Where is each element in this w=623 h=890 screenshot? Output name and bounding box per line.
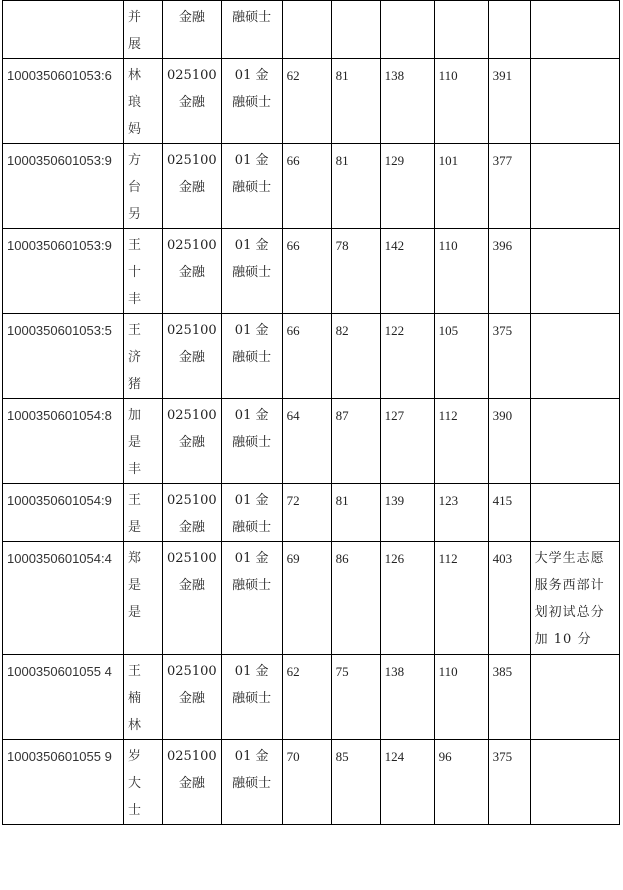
major-line: 025100 — [167, 68, 217, 83]
cell-name — [124, 399, 163, 484]
direction-line: 融硕士 — [232, 95, 272, 110]
name-char: 士 — [128, 803, 142, 818]
cell-name — [124, 144, 163, 229]
cell-subject-score: 129 — [380, 144, 434, 229]
table-row — [3, 484, 620, 542]
table-row — [3, 229, 620, 314]
major-line: 025100 — [167, 749, 217, 764]
direction-line: 融硕士 — [232, 578, 272, 593]
cell-note — [530, 740, 619, 825]
cell-subject-score: 101 — [434, 144, 488, 229]
name-char: 丰 — [128, 462, 142, 477]
cell-name — [124, 655, 163, 740]
cell-note — [530, 229, 619, 314]
direction-line: 融硕士 — [232, 350, 272, 365]
cell-name — [124, 314, 163, 399]
major-line: 金融 — [178, 776, 205, 791]
cell-subject-score: 139 — [380, 484, 434, 542]
cell-exam-number: 1000350601055 4 — [3, 655, 124, 740]
direction-line: 01 金 — [234, 323, 269, 338]
cell-direction — [221, 229, 282, 314]
cell-note: 大学生志愿服务西部计划初试总分加 10 分 — [530, 542, 619, 655]
cell-subject-score: 142 — [380, 229, 434, 314]
cell-major — [163, 542, 222, 655]
table-row — [3, 59, 620, 144]
cell-exam-number: 1000350601054:8 — [3, 399, 124, 484]
name-char: 加 — [128, 408, 142, 423]
cell-subject-score: 126 — [380, 542, 434, 655]
name-char: 郑 — [128, 551, 142, 566]
cell-subject-score: 87 — [331, 399, 380, 484]
name-char: 林 — [128, 68, 142, 83]
cell-subject-score — [282, 1, 331, 59]
cell-total-score: 377 — [488, 144, 530, 229]
cell-subject-score: 112 — [434, 542, 488, 655]
name-char: 王 — [128, 238, 142, 253]
major-line: 金融 — [178, 350, 205, 365]
major-line: 025100 — [167, 238, 217, 253]
cell-subject-score: 66 — [282, 144, 331, 229]
direction-line: 01 金 — [234, 153, 269, 168]
cell-total-score: 375 — [488, 314, 530, 399]
cell-subject-score: 112 — [434, 399, 488, 484]
cell-direction — [221, 740, 282, 825]
cell-note — [530, 59, 619, 144]
cell-subject-score: 66 — [282, 229, 331, 314]
direction-line: 01 金 — [234, 68, 269, 83]
name-char: 王 — [128, 493, 142, 508]
cell-note — [530, 144, 619, 229]
cell-name — [124, 229, 163, 314]
name-char: 台 — [128, 180, 142, 195]
cell-name — [124, 542, 163, 655]
major-line: 025100 — [167, 323, 217, 338]
name-char: 猪 — [128, 377, 142, 392]
direction-line: 融硕士 — [232, 10, 272, 25]
cell-total-score: 375 — [488, 740, 530, 825]
direction-line: 融硕士 — [232, 435, 272, 450]
cell-subject-score: 138 — [380, 655, 434, 740]
cell-subject-score: 62 — [282, 59, 331, 144]
direction-line: 融硕士 — [232, 180, 272, 195]
cell-note — [530, 655, 619, 740]
cell-subject-score: 82 — [331, 314, 380, 399]
name-char: 并 — [128, 10, 142, 25]
name-char: 济 — [128, 350, 142, 365]
cell-subject-score: 105 — [434, 314, 488, 399]
name-char: 楠 — [128, 691, 142, 706]
cell-direction — [221, 655, 282, 740]
cell-direction — [221, 1, 282, 59]
table-row — [3, 399, 620, 484]
table-row — [3, 144, 620, 229]
score-table — [2, 0, 620, 825]
major-line: 025100 — [167, 551, 217, 566]
cell-subject-score: 96 — [434, 740, 488, 825]
direction-line: 01 金 — [234, 238, 269, 253]
cell-major — [163, 229, 222, 314]
name-char: 是 — [128, 520, 142, 535]
cell-subject-score: 110 — [434, 655, 488, 740]
cell-exam-number — [3, 1, 124, 59]
cell-exam-number: 1000350601053:6 — [3, 59, 124, 144]
name-char: 琅 — [128, 95, 142, 110]
table-row — [3, 655, 620, 740]
cell-total-score: 403 — [488, 542, 530, 655]
cell-subject-score: 127 — [380, 399, 434, 484]
name-char: 岁 — [128, 749, 142, 764]
name-char: 方 — [128, 153, 142, 168]
cell-total-score: 415 — [488, 484, 530, 542]
cell-subject-score — [434, 1, 488, 59]
cell-name — [124, 484, 163, 542]
name-char: 王 — [128, 664, 142, 679]
cell-direction — [221, 144, 282, 229]
cell-exam-number: 1000350601053:5 — [3, 314, 124, 399]
cell-major — [163, 484, 222, 542]
direction-line: 01 金 — [234, 493, 269, 508]
cell-subject-score — [380, 1, 434, 59]
major-line: 金融 — [178, 180, 205, 195]
major-line: 金融 — [178, 265, 205, 280]
cell-note — [530, 1, 619, 59]
cell-subject-score: 85 — [331, 740, 380, 825]
name-char: 另 — [128, 207, 142, 222]
table-body — [3, 1, 620, 825]
name-char: 十 — [128, 265, 142, 280]
cell-major — [163, 655, 222, 740]
cell-direction — [221, 542, 282, 655]
direction-line: 01 金 — [234, 551, 269, 566]
cell-exam-number: 1000350601054:4 — [3, 542, 124, 655]
name-char: 大 — [128, 776, 142, 791]
cell-subject-score: 122 — [380, 314, 434, 399]
cell-major — [163, 1, 222, 59]
cell-major — [163, 59, 222, 144]
cell-subject-score: 75 — [331, 655, 380, 740]
cell-subject-score: 123 — [434, 484, 488, 542]
direction-line: 01 金 — [234, 408, 269, 423]
major-line: 金融 — [178, 520, 205, 535]
cell-name — [124, 59, 163, 144]
major-line: 025100 — [167, 153, 217, 168]
cell-subject-score: 124 — [380, 740, 434, 825]
cell-subject-score: 78 — [331, 229, 380, 314]
cell-total-score: 391 — [488, 59, 530, 144]
cell-subject-score: 110 — [434, 59, 488, 144]
cell-exam-number: 1000350601055 9 — [3, 740, 124, 825]
cell-total-score: 396 — [488, 229, 530, 314]
major-line: 金融 — [178, 10, 205, 25]
cell-exam-number: 1000350601053:9 — [3, 229, 124, 314]
cell-subject-score — [331, 1, 380, 59]
cell-note — [530, 484, 619, 542]
name-char: 展 — [128, 37, 142, 52]
cell-subject-score: 66 — [282, 314, 331, 399]
cell-direction — [221, 59, 282, 144]
direction-line: 融硕士 — [232, 776, 272, 791]
major-line: 金融 — [178, 95, 205, 110]
cell-subject-score: 81 — [331, 144, 380, 229]
cell-name — [124, 1, 163, 59]
cell-subject-score: 81 — [331, 484, 380, 542]
name-char: 妈 — [128, 122, 142, 137]
direction-line: 融硕士 — [232, 691, 272, 706]
cell-major — [163, 314, 222, 399]
cell-subject-score: 138 — [380, 59, 434, 144]
table-row — [3, 542, 620, 655]
table-row — [3, 1, 620, 59]
cell-subject-score: 81 — [331, 59, 380, 144]
name-char: 是 — [128, 578, 142, 593]
cell-exam-number: 1000350601053:9 — [3, 144, 124, 229]
cell-major — [163, 740, 222, 825]
cell-major — [163, 399, 222, 484]
cell-subject-score: 86 — [331, 542, 380, 655]
major-line: 025100 — [167, 664, 217, 679]
cell-subject-score: 69 — [282, 542, 331, 655]
cell-total-score: 390 — [488, 399, 530, 484]
major-line: 025100 — [167, 408, 217, 423]
cell-exam-number: 1000350601054:9 — [3, 484, 124, 542]
cell-name — [124, 740, 163, 825]
major-line: 金融 — [178, 691, 205, 706]
major-line: 025100 — [167, 493, 217, 508]
cell-subject-score: 110 — [434, 229, 488, 314]
direction-line: 01 金 — [234, 664, 269, 679]
cell-total-score: 385 — [488, 655, 530, 740]
major-line: 金融 — [178, 578, 205, 593]
cell-subject-score: 70 — [282, 740, 331, 825]
cell-subject-score: 72 — [282, 484, 331, 542]
cell-direction — [221, 314, 282, 399]
name-char: 王 — [128, 323, 142, 338]
cell-direction — [221, 399, 282, 484]
cell-major — [163, 144, 222, 229]
cell-subject-score: 62 — [282, 655, 331, 740]
direction-line: 01 金 — [234, 749, 269, 764]
cell-note — [530, 314, 619, 399]
cell-direction — [221, 484, 282, 542]
table-row — [3, 740, 620, 825]
cell-subject-score: 64 — [282, 399, 331, 484]
cell-total-score — [488, 1, 530, 59]
direction-line: 融硕士 — [232, 265, 272, 280]
cell-note — [530, 399, 619, 484]
major-line: 金融 — [178, 435, 205, 450]
name-char: 是 — [128, 605, 142, 620]
name-char: 林 — [128, 718, 142, 733]
table-row — [3, 314, 620, 399]
direction-line: 融硕士 — [232, 520, 272, 535]
name-char: 丰 — [128, 292, 142, 307]
name-char: 是 — [128, 435, 142, 450]
